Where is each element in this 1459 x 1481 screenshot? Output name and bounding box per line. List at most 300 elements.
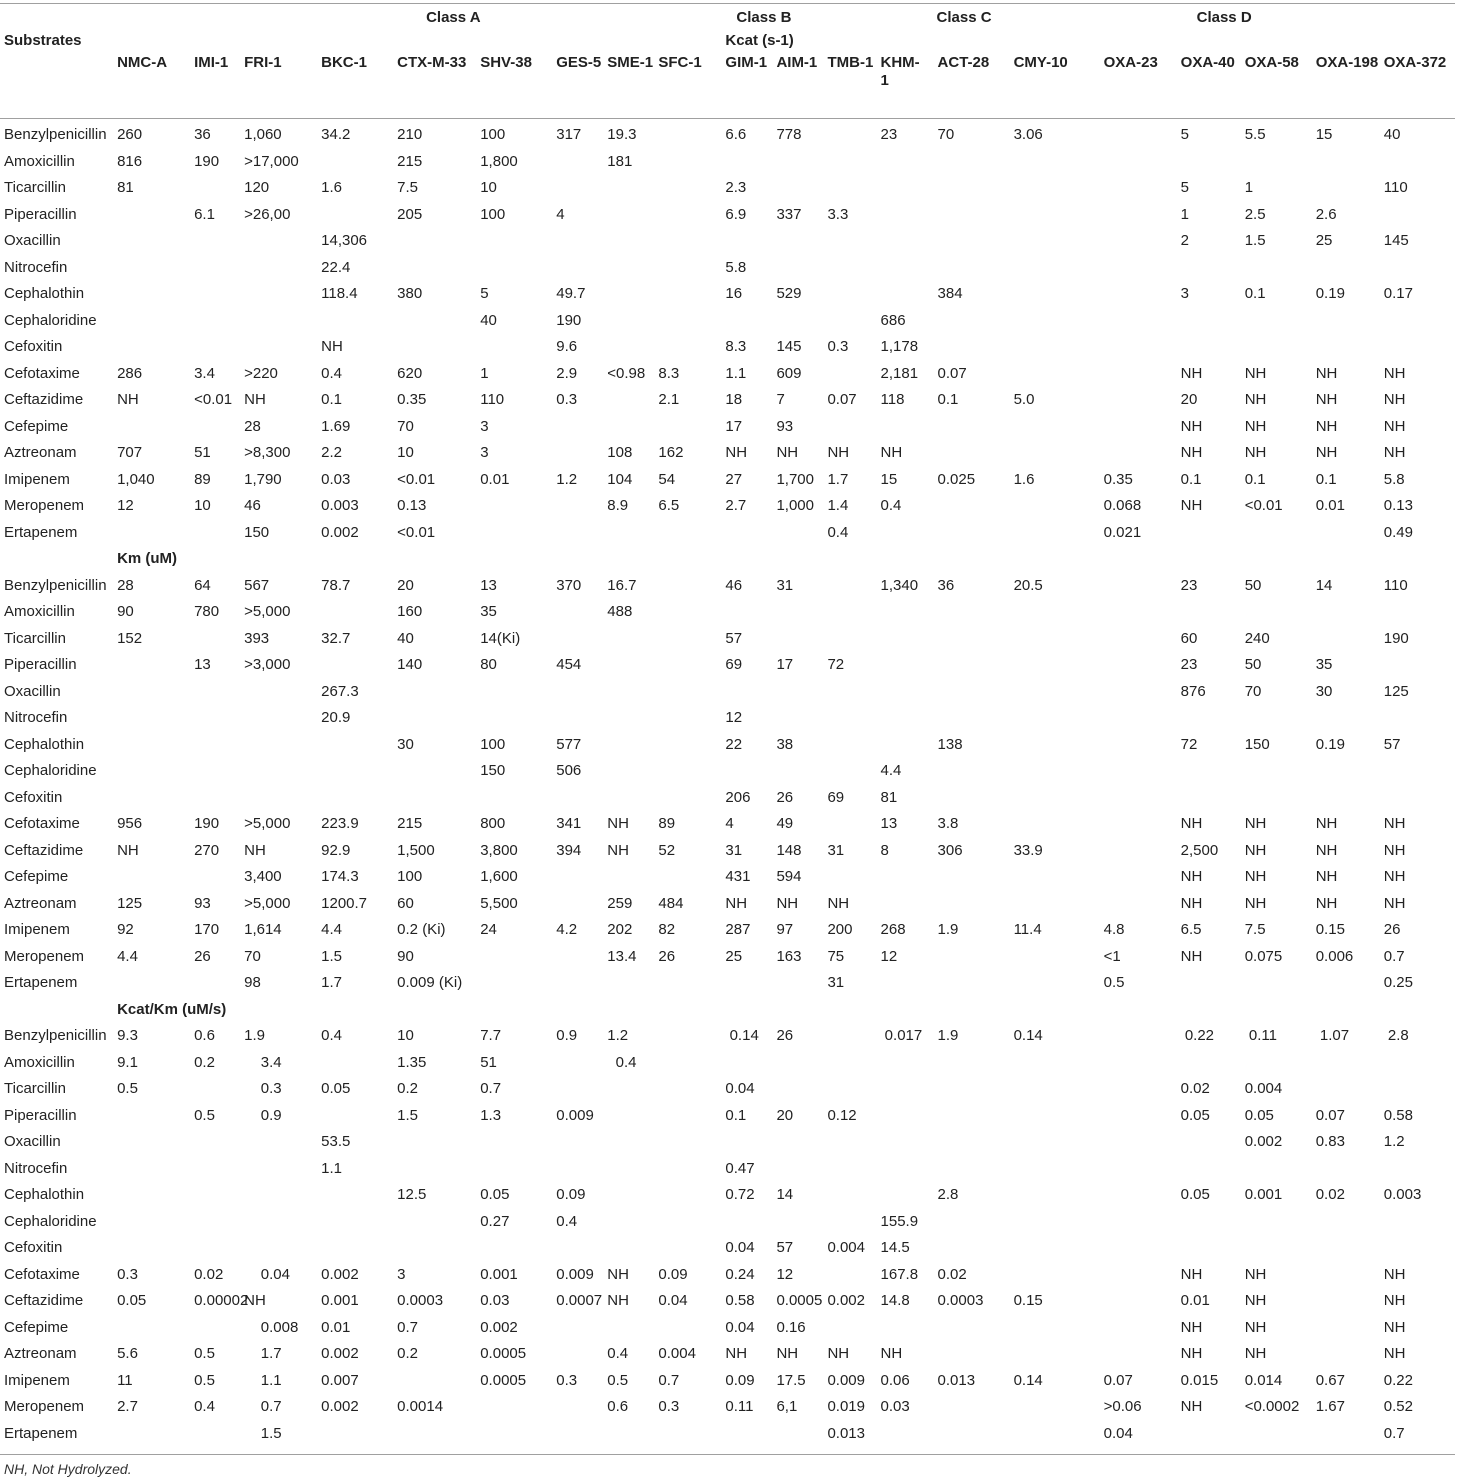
- table-cell: 40: [1383, 126, 1401, 143]
- table-cell: 25: [1315, 232, 1333, 249]
- table-cell: [393, 1129, 476, 1156]
- table-cell: [552, 1394, 603, 1421]
- table-cell: [1010, 414, 1100, 441]
- table-cell: [1241, 1421, 1312, 1448]
- table-row: [0, 599, 1455, 626]
- table-cell: 72: [827, 656, 845, 673]
- table-cell: 2.2: [321, 444, 342, 461]
- table-cell: [1312, 599, 1380, 626]
- table-cell: [1177, 1156, 1241, 1183]
- table-cell: [721, 1421, 772, 1448]
- table-cell: 9.3: [117, 1027, 138, 1044]
- substrate-name: Ticarcillin: [4, 1080, 66, 1097]
- table-cell: [654, 626, 721, 653]
- table-cell: 2.9: [556, 364, 578, 382]
- table-cell: 529: [776, 285, 802, 302]
- substrate-name: Amoxicillin: [4, 1053, 75, 1071]
- table-cell: NH: [1383, 1318, 1406, 1336]
- table-cell: 0.3: [658, 1398, 680, 1415]
- table-cell: 0.014: [1244, 1371, 1283, 1389]
- substrate-name: Ertapenem: [4, 974, 78, 991]
- table-cell: [603, 520, 654, 547]
- table-cell: [113, 1103, 190, 1130]
- table-cell: [1010, 334, 1100, 361]
- table-row: [0, 334, 1455, 361]
- table-cell: [603, 281, 654, 308]
- table-cell: [1010, 705, 1100, 732]
- table-cell: NH: [1244, 1345, 1267, 1362]
- table-cell: [393, 308, 476, 335]
- table-cell: 110: [480, 391, 505, 408]
- substrate-name: Ertapenem: [4, 1424, 78, 1442]
- table-cell: 0.09: [556, 1186, 586, 1203]
- table-cell: [1241, 1050, 1312, 1077]
- table-cell: [603, 970, 654, 997]
- table-cell: [654, 652, 721, 679]
- table-cell: >17,000: [244, 152, 299, 170]
- table-cell: 6.1: [194, 205, 215, 223]
- table-cell: [721, 1129, 772, 1156]
- table-cell: [240, 1156, 317, 1183]
- table-cell: 0.14: [725, 1027, 759, 1044]
- table-row: [0, 149, 1455, 176]
- table-cell: [113, 1129, 190, 1156]
- table-cell: [934, 944, 1010, 971]
- table-cell: [1010, 599, 1100, 626]
- table-cell: 393: [244, 629, 270, 647]
- table-cell: >0.06: [1103, 1398, 1142, 1415]
- class-a-label: Class A: [426, 9, 481, 26]
- table-cell: [823, 705, 876, 732]
- table-cell: [113, 308, 190, 335]
- table-cell: [934, 626, 1010, 653]
- table-cell: [934, 970, 1010, 997]
- table-cell: [1100, 599, 1177, 626]
- table-cell: 431: [725, 868, 751, 885]
- table-cell: 174.3: [321, 868, 359, 885]
- table-cell: 22.4: [321, 258, 351, 276]
- table-cell: [476, 1235, 552, 1262]
- table-row: [0, 785, 1455, 812]
- table-cell: 8.9: [607, 497, 629, 514]
- table-cell: 0.4: [880, 497, 902, 514]
- table-cell: [1100, 1235, 1177, 1262]
- table-cell: 1.2: [1383, 1133, 1405, 1150]
- table-cell: 454: [556, 656, 582, 673]
- table-cell: [1312, 175, 1380, 202]
- table-row: [0, 414, 1455, 441]
- table-cell: 0.11: [1244, 1027, 1277, 1044]
- table-cell: [772, 1129, 823, 1156]
- table-cell: NH: [244, 391, 266, 408]
- table-cell: [877, 228, 934, 255]
- table-cell: [934, 520, 1010, 547]
- table-cell: [934, 758, 1010, 785]
- header-blank: [0, 0, 113, 28]
- table-cell: 51: [194, 444, 211, 461]
- table-cell: 0.35: [397, 391, 427, 408]
- table-cell: [877, 1156, 934, 1183]
- table-cell: [476, 679, 552, 706]
- table-cell: [1380, 1076, 1455, 1103]
- table-cell: [190, 334, 240, 361]
- table-cell: 0.02: [1315, 1186, 1345, 1203]
- table-cell: 52: [658, 841, 676, 859]
- table-cell: [877, 1315, 934, 1342]
- substrate-name: Cephalothin: [4, 1186, 85, 1203]
- table-cell: [317, 1050, 393, 1077]
- table-cell: [1312, 1209, 1380, 1236]
- table-cell: [654, 864, 721, 891]
- table-cell: [654, 679, 721, 706]
- substrate-name: Nitrocefin: [4, 709, 68, 726]
- table-cell: [877, 626, 934, 653]
- table-cell: [393, 334, 476, 361]
- substrate-name: Ticarcillin: [4, 629, 66, 647]
- table-cell: [823, 255, 876, 282]
- table-cell: [190, 864, 240, 891]
- table-cell: 816: [117, 152, 143, 170]
- table-cell: [823, 1209, 876, 1236]
- table-cell: [654, 1182, 721, 1209]
- table-cell: [1312, 626, 1380, 653]
- table-row: [0, 679, 1455, 706]
- table-cell: [772, 1156, 823, 1183]
- substrate-name: Cefoxitin: [4, 338, 63, 355]
- table-cell: 32.7: [321, 629, 351, 647]
- table-cell: [1100, 308, 1177, 335]
- table-cell: [393, 1156, 476, 1183]
- table-cell: NH: [1383, 815, 1406, 832]
- table-cell: 98: [244, 974, 261, 991]
- table-cell: 51: [480, 1053, 497, 1071]
- table-cell: 13: [880, 815, 898, 832]
- table-cell: 5: [1180, 126, 1189, 143]
- table-cell: 50: [1244, 576, 1262, 594]
- table-cell: [240, 732, 317, 759]
- table-cell: NH: [321, 338, 343, 355]
- table-cell: 80: [480, 656, 497, 673]
- table-cell: [603, 202, 654, 229]
- table-cell: [113, 1235, 190, 1262]
- table-cell: [552, 1341, 603, 1368]
- table-cell: NH: [827, 894, 850, 912]
- table-cell: [603, 255, 654, 282]
- table-cell: [1312, 149, 1380, 176]
- table-cell: [654, 308, 721, 335]
- table-cell: 0.11: [725, 1398, 754, 1415]
- table-cell: [603, 1156, 654, 1183]
- table-cell: [1010, 652, 1100, 679]
- table-cell: 18: [725, 391, 743, 408]
- table-cell: [772, 1209, 823, 1236]
- table-cell: 215: [397, 815, 423, 832]
- table-cell: [654, 520, 721, 547]
- table-cell: NH: [1180, 1265, 1203, 1283]
- table-cell: [113, 1421, 190, 1448]
- table-cell: 0.7: [658, 1371, 680, 1389]
- table-cell: 0.3: [556, 391, 578, 408]
- table-cell: [1177, 308, 1241, 335]
- table-cell: 202: [607, 921, 633, 938]
- substrate-name: Cefepime: [4, 417, 69, 435]
- table-cell: [1380, 308, 1455, 335]
- table-cell: 35: [1315, 656, 1333, 673]
- table-cell: 108: [607, 444, 633, 461]
- table-cell: [1177, 1129, 1241, 1156]
- table-cell: 4.2: [556, 921, 578, 938]
- table-cell: [1100, 705, 1177, 732]
- table-cell: [1100, 1076, 1177, 1103]
- substrate-name: Meropenem: [4, 1398, 85, 1415]
- table-cell: NH: [1180, 1345, 1203, 1362]
- table-cell: 0.06: [880, 1371, 910, 1389]
- table-cell: [1380, 785, 1455, 812]
- table-cell: [1177, 1209, 1241, 1236]
- table-cell: [603, 1076, 654, 1103]
- table-cell: [877, 1182, 934, 1209]
- table-cell: [1010, 785, 1100, 812]
- table-cell: 167.8: [880, 1265, 919, 1283]
- table-cell: 1: [1180, 205, 1189, 223]
- table-row: [0, 573, 1455, 600]
- table-cell: [934, 1341, 1010, 1368]
- table-cell: [190, 308, 240, 335]
- table-cell: 488: [607, 603, 633, 620]
- table-cell: 0.4: [607, 1345, 629, 1362]
- table-cell: 150: [1244, 735, 1270, 753]
- column-header: OXA-40: [1180, 54, 1235, 71]
- table-cell: 26: [194, 947, 211, 965]
- table-cell: 97: [776, 921, 794, 938]
- table-cell: 155.9: [880, 1212, 919, 1230]
- table-cell: 14: [1315, 576, 1333, 594]
- table-cell: [1010, 440, 1100, 467]
- column-header: FRI-1: [244, 54, 282, 71]
- substrate-name: Benzylpenicillin: [4, 126, 107, 143]
- table-cell: 4.4: [321, 921, 342, 938]
- table-cell: 0.021: [1103, 523, 1142, 541]
- table-cell: [552, 1050, 603, 1077]
- table-cell: 70: [937, 126, 955, 143]
- table-cell: 0.35: [1103, 470, 1133, 488]
- table-cell: [113, 864, 190, 891]
- table-cell: 1.6: [321, 179, 342, 196]
- table-cell: [552, 1156, 603, 1183]
- table-cell: 6,1: [776, 1398, 798, 1415]
- table-cell: 0.17: [1383, 285, 1413, 302]
- table-cell: [476, 970, 552, 997]
- table-cell: [1380, 758, 1455, 785]
- table-cell: [1177, 785, 1241, 812]
- table-cell: [552, 1315, 603, 1342]
- table-row: [0, 917, 1455, 944]
- table-cell: NH: [776, 894, 799, 912]
- table-cell: 17: [725, 417, 743, 435]
- table-cell: 6.6: [725, 126, 747, 143]
- table-cell: 0.16: [776, 1318, 806, 1336]
- table-cell: 1.1: [321, 1159, 342, 1177]
- table-cell: [1312, 1235, 1380, 1262]
- table-cell: [823, 361, 876, 388]
- column-header: IMI-1: [194, 54, 229, 71]
- table-cell: [1100, 838, 1177, 865]
- table-cell: 1.3: [480, 1106, 502, 1124]
- table-cell: 13: [480, 576, 497, 594]
- table-cell: [1010, 811, 1100, 838]
- substrate-name: Cephalothin: [4, 285, 85, 302]
- table-cell: [823, 1182, 876, 1209]
- table-cell: NH: [1383, 391, 1406, 408]
- table-cell: [1100, 149, 1177, 176]
- table-cell: [603, 1209, 654, 1236]
- table-cell: [603, 414, 654, 441]
- table-cell: [317, 599, 393, 626]
- table-cell: NH: [1383, 894, 1406, 912]
- table-cell: [877, 1129, 934, 1156]
- table-cell: 1,600: [480, 868, 518, 885]
- table-cell: 0.002: [1244, 1133, 1283, 1150]
- table-cell: 50: [1244, 656, 1262, 673]
- substrate-name: Cephalothin: [4, 735, 85, 753]
- table-cell: NH: [1244, 815, 1267, 832]
- table-cell: 0.58: [725, 1292, 755, 1309]
- substrate-name: Aztreonam: [4, 1345, 77, 1362]
- table-cell: 4.4: [880, 762, 902, 779]
- table-cell: [721, 1050, 772, 1077]
- table-cell: 5: [480, 285, 489, 302]
- table-cell: 341: [556, 815, 582, 832]
- table-cell: 609: [776, 364, 802, 382]
- table-cell: NH: [1180, 815, 1203, 832]
- table-cell: 287: [725, 921, 751, 938]
- table-cell: [1177, 520, 1241, 547]
- table-cell: NH: [1315, 868, 1338, 885]
- table-cell: 0.58: [1383, 1106, 1413, 1124]
- table-cell: 0.49: [1383, 523, 1413, 541]
- table-cell: [190, 1209, 240, 1236]
- table-cell: [552, 175, 603, 202]
- table-cell: [654, 228, 721, 255]
- table-cell: 0.04: [725, 1080, 755, 1097]
- table-cell: 22: [725, 735, 743, 753]
- table-cell: [552, 970, 603, 997]
- table-cell: [190, 1129, 240, 1156]
- table-cell: NH: [1383, 841, 1406, 859]
- table-cell: [552, 228, 603, 255]
- table-cell: [1100, 626, 1177, 653]
- table-cell: [190, 1315, 240, 1342]
- table-cell: 0.002: [321, 523, 359, 541]
- table-cell: [772, 149, 823, 176]
- table-cell: NH: [776, 1345, 799, 1362]
- table-cell: 0.009: [827, 1371, 865, 1389]
- table-cell: [476, 334, 552, 361]
- table-row: [0, 493, 1455, 520]
- table-cell: [1010, 1315, 1100, 1342]
- table-cell: [654, 202, 721, 229]
- table-cell: 0.04: [658, 1292, 688, 1309]
- table-cell: [721, 520, 772, 547]
- table-cell: 138: [937, 735, 963, 753]
- table-cell: [823, 811, 876, 838]
- table-cell: [1380, 1156, 1455, 1183]
- table-cell: [934, 334, 1010, 361]
- table-cell: 26: [1383, 921, 1401, 938]
- column-header: BKC-1: [321, 54, 367, 71]
- column-header: OXA-198: [1315, 54, 1379, 71]
- table-cell: >8,300: [244, 444, 291, 461]
- substrate-name: Nitrocefin: [4, 258, 68, 276]
- table-cell: NH: [1383, 1265, 1406, 1283]
- table-cell: [654, 414, 721, 441]
- substrate-name: Cefepime: [4, 868, 69, 885]
- table-cell: 0.04: [725, 1239, 755, 1256]
- table-cell: [1010, 202, 1100, 229]
- table-cell: [190, 1156, 240, 1183]
- table-cell: [1010, 732, 1100, 759]
- table-cell: [934, 493, 1010, 520]
- table-cell: [772, 255, 823, 282]
- table-cell: [113, 228, 190, 255]
- table-cell: <0.01: [397, 470, 436, 488]
- table-cell: 163: [776, 947, 802, 965]
- table-cell: 38: [776, 735, 794, 753]
- table-cell: 780: [194, 603, 220, 620]
- substrate-name: Ertapenem: [4, 523, 78, 541]
- table-cell: 0.83: [1315, 1133, 1345, 1150]
- table-cell: [476, 1394, 552, 1421]
- table-cell: 876: [1180, 682, 1206, 700]
- table-cell: 0.05: [480, 1186, 510, 1203]
- table-cell: [240, 308, 317, 335]
- column-header: OXA-23: [1103, 54, 1158, 71]
- table-cell: 125: [1383, 682, 1409, 700]
- table-cell: NH: [1383, 1345, 1406, 1362]
- table-cell: 14.5: [880, 1239, 910, 1256]
- substrate-name: Meropenem: [4, 947, 85, 965]
- table-cell: [772, 599, 823, 626]
- table-cell: [654, 1235, 721, 1262]
- table-cell: 686: [880, 311, 906, 329]
- table-cell: [721, 758, 772, 785]
- table-cell: [654, 1421, 721, 1448]
- table-cell: 6.5: [1180, 921, 1202, 938]
- table-cell: [1100, 202, 1177, 229]
- table-cell: [393, 1209, 476, 1236]
- table-cell: 152: [117, 629, 143, 647]
- table-cell: 0.003: [1383, 1186, 1422, 1203]
- column-header: CTX-M-33: [397, 54, 467, 71]
- table-cell: 0.07: [1103, 1371, 1133, 1389]
- column-header: GES-5: [556, 54, 602, 71]
- table-cell: [190, 1421, 240, 1448]
- table-cell: [1010, 1421, 1100, 1448]
- table-cell: [603, 1315, 654, 1342]
- table-cell: 0.009: [556, 1106, 594, 1124]
- table-cell: 1,040: [117, 470, 155, 488]
- table-cell: 69: [827, 788, 845, 806]
- table-cell: 35: [480, 603, 497, 620]
- table-cell: [934, 864, 1010, 891]
- table-cell: 5.6: [117, 1345, 138, 1362]
- table-cell: [934, 175, 1010, 202]
- table-cell: 1200.7: [321, 894, 368, 912]
- table-cell: [1380, 1209, 1455, 1236]
- table-cell: [1241, 520, 1312, 547]
- table-cell: 3.4: [194, 364, 215, 382]
- table-cell: 0.52: [1383, 1398, 1413, 1415]
